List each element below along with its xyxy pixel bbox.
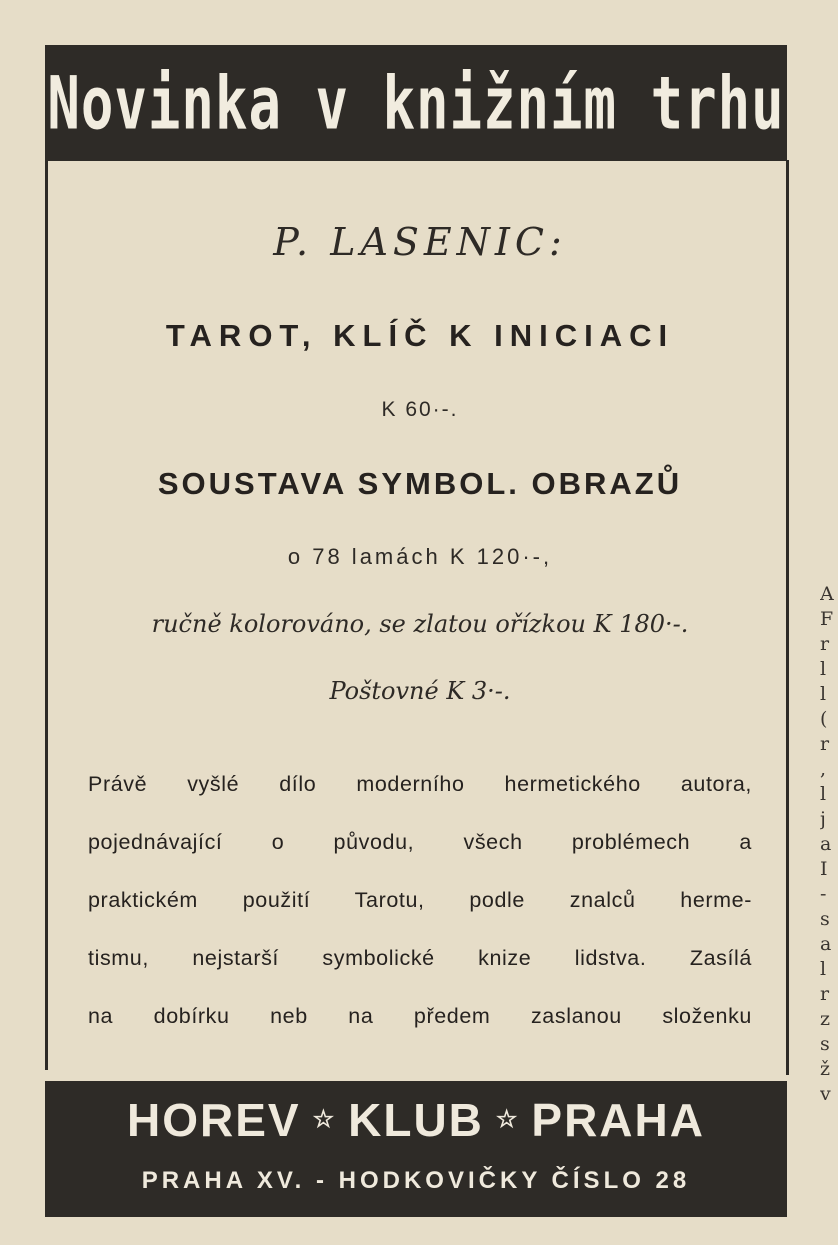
description-line: na dobírku neb na předem zaslanou složenku: [88, 1004, 752, 1028]
fragment-char: a: [820, 933, 832, 955]
postage-price: Poštovné K 3·-.: [329, 677, 511, 705]
header-title: Novinka v knižním trhu: [47, 60, 785, 146]
description-line: Právě vyšlé dílo moderního hermetického autora,: [88, 772, 752, 796]
fragment-char: j: [820, 808, 826, 830]
book-price: K 60·-.: [381, 398, 459, 421]
ad-header-banner: [45, 45, 787, 161]
book-title: TAROT, KLÍČ K INICIACI: [165, 318, 675, 353]
fragment-char: s: [820, 1033, 830, 1055]
fragment-char: a: [820, 833, 832, 855]
fragment-char: z: [820, 1008, 831, 1030]
fragment-char: I: [820, 858, 828, 880]
publisher-footer-banner: [45, 1081, 787, 1217]
fragment-char: (: [820, 708, 828, 730]
fragment-char: r: [820, 733, 830, 755]
fragment-char: A: [820, 583, 834, 605]
publisher-name: [45, 1093, 787, 1147]
colored-edition-price: ručně kolorováno, se zlatou ořízkou K 180·-.: [151, 610, 689, 638]
fragment-char: s: [820, 908, 830, 930]
fragment-char: ž: [820, 1058, 831, 1080]
author-name: P. LASENIC:: [273, 220, 567, 264]
fragment-char: l: [820, 683, 827, 705]
fragment-char: l: [820, 783, 827, 805]
fragment-char: F: [820, 608, 834, 630]
card-set-price: o 78 lamách K 120·-,: [287, 544, 553, 569]
publisher-name-part: HOREV: [127, 1094, 301, 1146]
ad-frame-left-border: [45, 160, 48, 1070]
publisher-name-part: KLUB: [348, 1094, 484, 1146]
fragment-char: l: [820, 658, 827, 680]
ad-frame-right-border: [786, 160, 789, 1075]
star-icon: ☆: [495, 1106, 520, 1134]
description-line: pojednávající o původu, všech problémech a: [88, 830, 752, 854]
publisher-name-part: PRAHA: [531, 1094, 705, 1146]
description-line: praktickém použití Tarotu, podle znalců herme-: [88, 888, 752, 912]
fragment-char: r: [820, 633, 830, 655]
publisher-address: PRAHA XV. - HODKOVIČKY ČÍSLO 28: [141, 1167, 691, 1194]
fragment-char: r: [820, 983, 830, 1005]
adjacent-column-fragment: [820, 582, 838, 1107]
fragment-char: ,: [820, 758, 827, 780]
card-set-title: SOUSTAVA SYMBOL. OBRAZŮ: [157, 466, 683, 501]
fragment-char: l: [820, 958, 827, 980]
description-line: tismu, nejstarší symbolické knize lidstva. Zasílá: [88, 946, 752, 970]
star-icon: ☆: [312, 1106, 337, 1134]
fragment-char: v: [820, 1083, 831, 1105]
fragment-char: -: [820, 883, 827, 905]
description-paragraph: [88, 766, 752, 1056]
